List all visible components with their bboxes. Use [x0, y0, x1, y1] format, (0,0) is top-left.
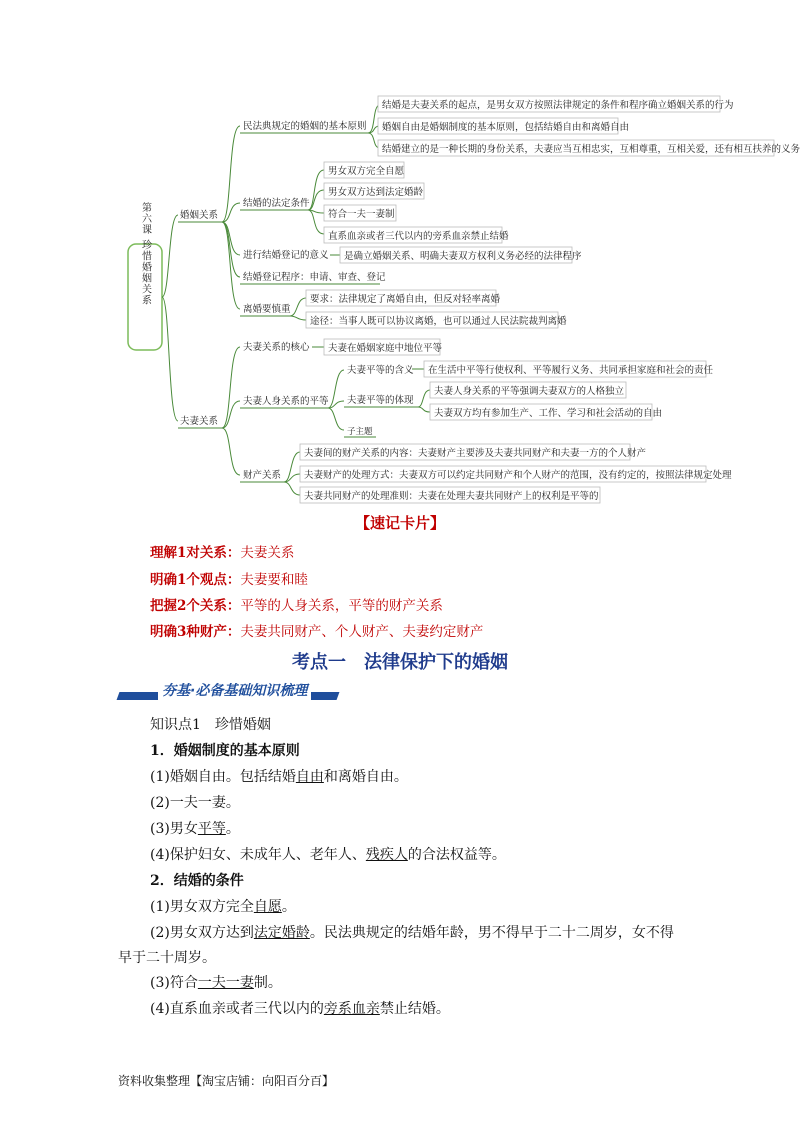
embody-2: 夫妻双方均有参加生产、工作、学习和社会活动的自由	[434, 408, 663, 419]
principle-2: 婚姻自由是婚姻制度的基本原则，包括结婚自由和离婚自由	[382, 122, 630, 133]
mind-map	[0, 0, 800, 510]
banner-text: 夯基·必备基础知识梳理	[158, 680, 311, 700]
principle-line-1: (1)婚姻自由。包括结婚自由和离婚自由。	[150, 769, 408, 785]
card-title: 【速记卡片】	[354, 514, 445, 532]
footer-source: 资料收集整理【淘宝店铺：向阳百分百】	[118, 1074, 335, 1088]
register-text: 是确立婚姻关系、明确夫妻双方权利义务必经的法律程序	[344, 251, 582, 262]
divorce-requirement: 要求：法律规定了离婚自由，但反对轻率离婚	[310, 294, 501, 305]
principle-line-3: (3)男女平等。	[150, 821, 240, 837]
principle-1: 结婚是夫妻关系的起点，是男女双方按照法律规定的条件和程序确立婚姻关系的行为	[382, 100, 734, 111]
core-label: 夫妻关系的核心	[243, 342, 310, 353]
principle-3: 结婚建立的是一种长期的身份关系，夫妻应当互相忠实，互相尊重，互相关爱，还有相互扶养的义务	[382, 144, 800, 155]
card-row: 理解1对关系：夫妻关系	[150, 545, 295, 561]
embody-1: 夫妻人身关系的平等强调夫妻双方的人格独立	[434, 386, 625, 397]
personal-label: 夫妻人身关系的平等	[243, 396, 329, 407]
conditions-label: 结婚的法定条件	[243, 198, 310, 209]
heading-conditions: 2．结婚的条件	[150, 873, 244, 889]
mind-map-root: 第六课 珍惜婚姻关系	[139, 202, 151, 306]
principle-label: 民法典规定的婚姻的基本原则	[243, 121, 367, 132]
condition-line-1: (1)男女双方完全自愿。	[150, 899, 296, 915]
sub-topic: 子主题	[347, 427, 373, 437]
embody-label: 夫妻平等的体现	[347, 395, 414, 406]
principle-line-4: (4)保护妇女、未成年人、老年人、残疾人的合法权益等。	[150, 847, 506, 863]
card-row: 明确1个观点：夫妻要和睦	[150, 572, 308, 588]
condition-2: 男女双方达到法定婚龄	[328, 187, 424, 198]
card-row: 把握2个关系：平等的人身关系，平等的财产关系	[150, 598, 443, 614]
condition-line-3: (3)符合一夫一妻制。	[150, 975, 282, 991]
card-row: 明确3种财产：夫妻共同财产、个人财产、夫妻约定财产	[150, 624, 484, 640]
divorce-path: 途径：当事人既可以协议离婚，也可以通过人民法院裁判离婚	[310, 316, 567, 327]
procedure-label: 结婚登记程序：申请、审查、登记	[243, 272, 386, 283]
meaning-label: 夫妻平等的含义	[347, 365, 414, 376]
heading-principles: 1．婚姻制度的基本原则	[150, 743, 300, 759]
property-3: 夫妻共同财产的处理准则：夫妻在处理夫妻共同财产上的权利是平等的	[304, 491, 599, 502]
knowledge-point-title: 知识点1 珍惜婚姻	[150, 717, 271, 733]
property-label: 财产关系	[243, 470, 282, 481]
condition-line-2: (2)男女双方达到法定婚龄。民法典规定的结婚年龄，男不得早于二十二周岁，女不得	[150, 925, 674, 941]
property-2: 夫妻财产的处理方式：夫妻双方可以约定共同财产和个人财产的范围，没有约定的，按照法律规定处理	[304, 470, 732, 481]
principle-line-2: (2)一夫一妻。	[150, 795, 240, 811]
property-1: 夫妻间的财产关系的内容：夫妻财产主要涉及夫妻共同财产和夫妻一方的个人财产	[304, 448, 647, 459]
condition-line-2-cont: 早于二十周岁。	[118, 950, 216, 966]
section-banner	[118, 680, 678, 702]
point-title: 考点一 法律保护下的婚姻	[292, 652, 508, 673]
branch-marriage: 婚姻关系	[180, 210, 219, 221]
divorce-label: 离婚要慎重	[243, 304, 291, 315]
register-label: 进行结婚登记的意义	[243, 250, 329, 261]
condition-line-4: (4)直系血亲或者三代以内的旁系血亲禁止结婚。	[150, 1001, 450, 1017]
condition-4: 直系血亲或者三代以内的旁系血亲禁止结婚	[328, 231, 509, 242]
branch-spouse: 夫妻关系	[180, 416, 219, 427]
condition-3: 符合一夫一妻制	[328, 209, 395, 220]
core-text: 夫妻在婚姻家庭中地位平等	[328, 343, 443, 354]
meaning-text: 在生活中平等行使权利、平等履行义务、共同承担家庭和社会的责任	[428, 365, 714, 376]
condition-1: 男女双方完全自愿	[328, 166, 405, 177]
